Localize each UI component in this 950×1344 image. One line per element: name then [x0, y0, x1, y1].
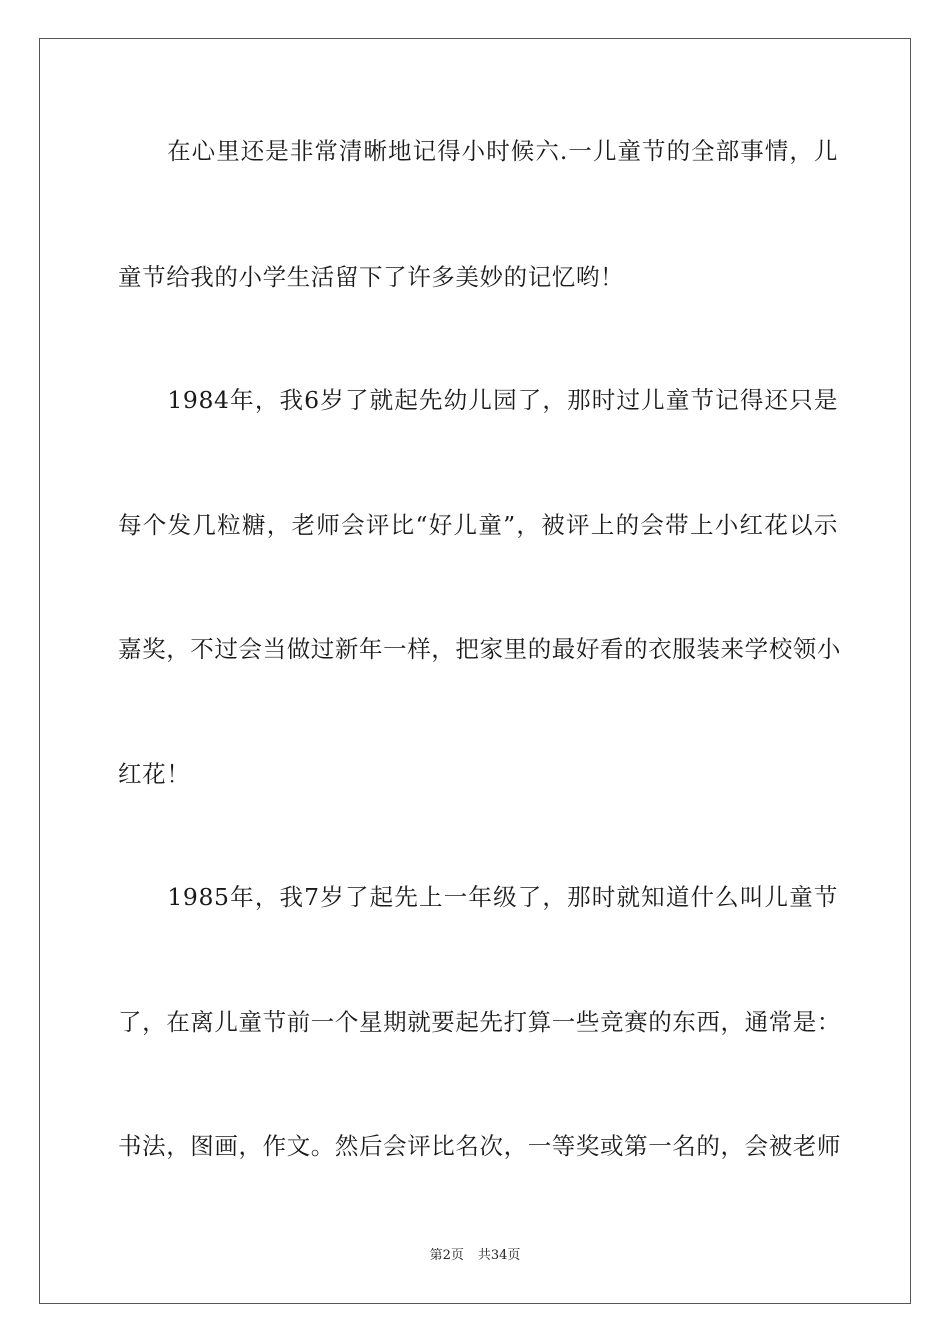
paragraph-line: 红花！ [118, 760, 191, 788]
paragraph-line: 嘉奖，不过会当做过新年一样，把家里的最好看的衣服装来学校领小 [118, 635, 841, 663]
paragraph-line: 了，在离儿童节前一个星期就要起先打算一些竞赛的东西，通常是： [118, 1008, 841, 1036]
page-border [39, 38, 911, 1304]
paragraph-line: 每个发几粒糖，老师会评比“好儿童”，被评上的会带上小红花以示 [118, 511, 838, 539]
page-footer [0, 1247, 950, 1265]
paragraph-line: 在心里还是非常清晰地记得小时候六.一儿童节的全部事情，儿 [118, 137, 838, 165]
paragraph-line: 1984年，我6岁了就起先幼儿园了，那时过儿童节记得还只是 [118, 386, 838, 414]
total-pages: 共34页 [477, 1248, 521, 1263]
page-number: 第2页 [429, 1248, 464, 1263]
paragraph-line: 童节给我的小学生活留下了许多美妙的记忆哟！ [118, 263, 625, 291]
paragraph-line: 1985年，我7岁了起先上一年级了，那时就知道什么叫儿童节 [118, 883, 838, 911]
paragraph-line: 书法，图画，作文。然后会评比名次，一等奖或第一名的，会被老师 [118, 1132, 841, 1160]
